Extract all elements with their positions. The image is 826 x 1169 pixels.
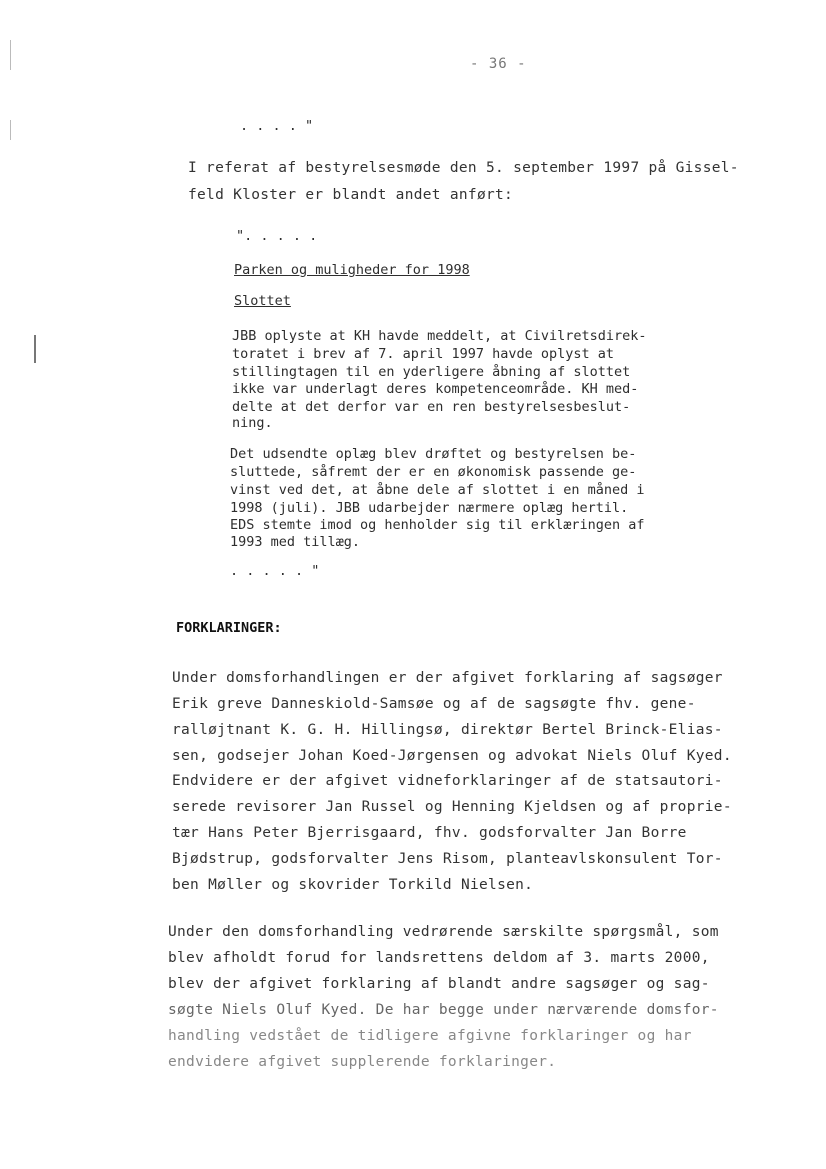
text-line: Endvidere er der afgivet vidneforklaringer af de statsautori- [172, 773, 723, 789]
text-line: ralløjtnant K. G. H. Hillingsø, direktør Bertel Brinck-Elias- [172, 722, 723, 738]
text-line: I referat af bestyrelsesmøde den 5. september 1997 på Gissel- [188, 160, 739, 176]
text-line: serede revisorer Jan Russel og Henning Kjeldsen og af proprie- [172, 799, 732, 815]
text-line: Under den domsforhandling vedrørende særskilte spørgsmål, som [168, 924, 719, 940]
text-line: 1993 med tillæg. [230, 534, 361, 550]
margin-mark [34, 335, 36, 363]
text-line: toratet i brev af 7. april 1997 havde oplyst at [232, 346, 615, 362]
text-line: sluttede, såfremt der er en økonomisk passende ge- [230, 464, 637, 480]
quote-end-marker: . . . . . " [230, 563, 320, 579]
text-line: Bjødstrup, godsforvalter Jens Risom, planteavlskonsulent Tor- [172, 851, 723, 867]
text-line: blev afholdt forud for landsrettens deldom af 3. marts 2000, [168, 950, 710, 966]
text-line: 1998 (juli). JBB udarbejder nærmere oplæg hertil. [230, 500, 629, 516]
text-line: Under domsforhandlingen er der afgivet forklaring af sagsøger [172, 670, 723, 686]
text-line: blev der afgivet forklaring af blandt andre sagsøger og sag- [168, 976, 710, 992]
text-line: EDS stemte imod og henholder sig til erklæringen af [230, 517, 645, 533]
forklaringer-heading: FORKLARINGER: [176, 620, 282, 636]
text-line: feld Kloster er blandt andet anført: [188, 187, 514, 203]
text-line: delte at det derfor var en ren bestyrelsesbeslut- [232, 399, 631, 415]
quote-start-marker: ". . . . . [236, 228, 318, 244]
text-line: stillingtagen til en yderligere åbning af slottet [232, 364, 631, 380]
text-line: ben Møller og skovrider Torkild Nielsen. [172, 877, 534, 893]
section-heading: Parken og muligheder for 1998 [234, 262, 470, 278]
margin-mark [10, 40, 11, 70]
text-line: endvidere afgivet supplerende forklaringer. [168, 1054, 557, 1070]
text-line: sen, godsejer Johan Koed-Jørgensen og advokat Niels Oluf Kyed. [172, 748, 732, 764]
text-line: tær Hans Peter Bjerrisgaard, fhv. godsforvalter Jan Borre [172, 825, 687, 841]
quote-end-marker: . . . . " [240, 118, 314, 134]
text-line: ikke var underlagt deres kompetenceområde. KH med- [232, 381, 639, 397]
sub-heading: Slottet [234, 293, 291, 309]
page-number: - 36 - [470, 56, 527, 72]
text-line: søgte Niels Oluf Kyed. De har begge under nærværende domsfor- [168, 1002, 719, 1018]
text-line: Erik greve Danneskiold-Samsøe og af de sagsøgte fhv. gene- [172, 696, 696, 712]
text-line: handling vedstået de tidligere afgivne forklaringer og har [168, 1028, 692, 1044]
margin-mark [10, 120, 11, 140]
text-line: ning. [232, 415, 273, 431]
text-line: vinst ved det, at åbne dele af slottet i en måned i [230, 482, 645, 498]
text-line: JBB oplyste at KH havde meddelt, at Civilretsdirek- [232, 328, 647, 344]
text-line: Det udsendte oplæg blev drøftet og bestyrelsen be- [230, 446, 637, 462]
